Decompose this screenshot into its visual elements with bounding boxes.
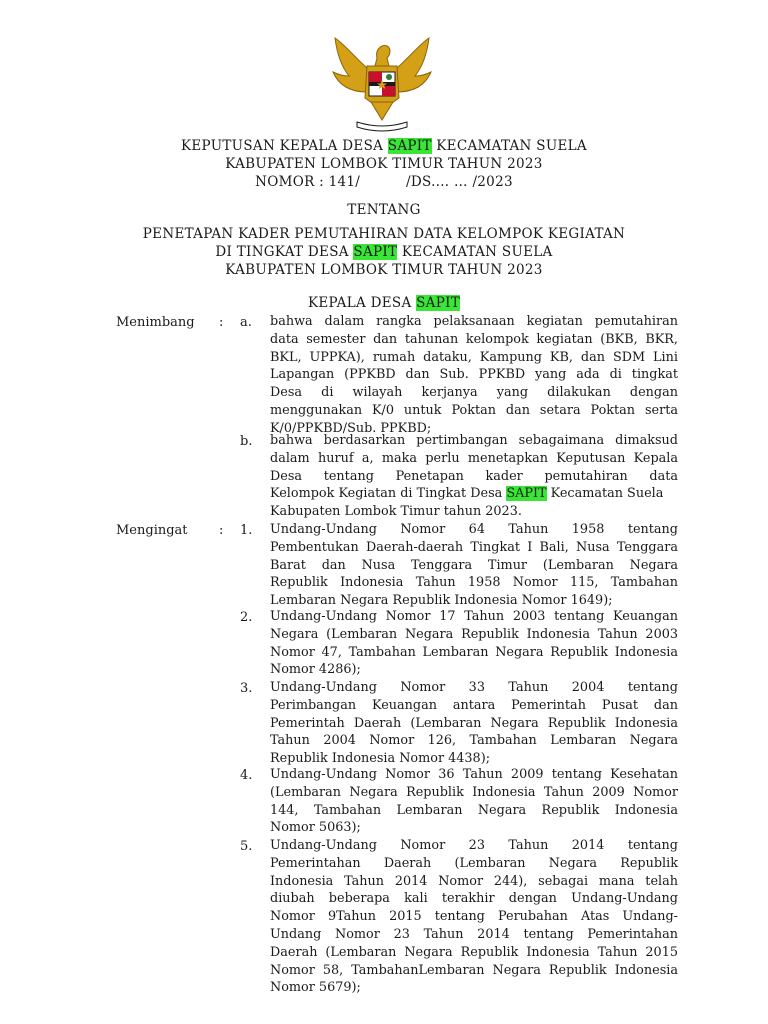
text-line: (Lembaran Negara Republik Indonesia Tahun 2009 Nomor bbox=[270, 784, 678, 800]
text-line: Undang-Undang Nomor 64 Tahun 1958 tentang bbox=[270, 522, 678, 537]
text-line: dalam huruf a, maka perlu menetapkan Keputusan Kepala bbox=[270, 450, 678, 466]
menimbang-colon: : bbox=[219, 315, 224, 330]
menimbang-item-a bbox=[270, 313, 678, 438]
text-line: Indonesia Tahun 2014 Nomor 244), sebagai mana telah bbox=[270, 873, 678, 889]
text-line: Undang Nomor 23 Tahun 2014 tentang Pemerintahan bbox=[270, 926, 678, 942]
text-line: Nomor 47, Tambahan Lembaran Negara Republik Indonesia bbox=[270, 644, 678, 660]
text-line-suffix: Kecamatan Suela bbox=[546, 486, 664, 502]
village-name-highlight: SAPIT bbox=[416, 295, 461, 311]
text-line: Pembentukan Daerah-daerah Tingkat I Bali, Nusa Tenggara bbox=[270, 539, 678, 555]
garuda-emblem-icon bbox=[327, 36, 437, 136]
text-line: Nomor 9Tahun 2015 tentang Perubahan Atas Undang- bbox=[270, 909, 678, 925]
text-line: Republik Indonesia Nomor 4438); bbox=[270, 751, 491, 767]
mengingat-item-5 bbox=[270, 837, 678, 997]
subject-line2 bbox=[0, 244, 768, 260]
official-title-prefix: KEPALA DESA bbox=[307, 295, 417, 311]
text-line: data semester dan tahunan kelompok kegiatan (BKB, BKR, bbox=[270, 331, 678, 347]
text-line: Nomor 5063); bbox=[270, 820, 361, 836]
text-line: Desa di wilayah kerjanya yang dilakukan dengan bbox=[270, 385, 678, 401]
mengingat-item-3-number: 3. bbox=[240, 681, 253, 696]
menimbang-item-a-number: a. bbox=[240, 315, 252, 330]
text-line: Nomor 5679); bbox=[270, 980, 361, 996]
text-line: Undang-Undang Nomor 33 Tahun 2004 tentang bbox=[270, 680, 678, 695]
text-line: BKL, UPPKA), rumah dataku, Kampung KB, dan SDM Lini bbox=[270, 349, 678, 365]
decree-title-line1 bbox=[0, 138, 768, 154]
subject-line3: KABUPATEN LOMBOK TIMUR TAHUN 2023 bbox=[225, 262, 543, 278]
title-prefix: KEPUTUSAN KEPALA DESA bbox=[181, 138, 388, 154]
mengingat-item-2-number: 2. bbox=[240, 610, 253, 625]
decree-title-line2: KABUPATEN LOMBOK TIMUR TAHUN 2023 bbox=[225, 156, 543, 172]
tentang-heading: TENTANG bbox=[347, 202, 421, 218]
mengingat-item-2 bbox=[270, 608, 678, 679]
text-line: Pemerintah Daerah (Lembaran Negara Republik Indonesia bbox=[270, 715, 678, 731]
text-line: Perimbangan Keuangan antara Pemerintah Pusat dan bbox=[270, 697, 678, 713]
mengingat-item-5-number: 5. bbox=[240, 839, 253, 854]
text-line: Kabupaten Lombok Timur tahun 2023. bbox=[270, 504, 522, 520]
text-line: Nomor 4286); bbox=[270, 662, 361, 678]
official-title bbox=[0, 295, 768, 311]
text-line: Nomor 58, TambahanLembaran Negara Republik Indonesia bbox=[270, 962, 678, 978]
text-line bbox=[270, 485, 678, 503]
menimbang-item-b bbox=[270, 432, 678, 521]
decree-number: NOMOR : 141/ /DS.… … /2023 bbox=[255, 174, 513, 190]
village-name-highlight: SAPIT bbox=[353, 244, 398, 260]
subject-line2-prefix: DI TINGKAT DESA bbox=[215, 244, 354, 260]
text-line: Desa tentang Penetapan kader pemutahiran data bbox=[270, 468, 678, 484]
mengingat-item-4 bbox=[270, 766, 678, 837]
village-name-highlight: SAPIT bbox=[387, 138, 432, 154]
mengingat-item-4-number: 4. bbox=[240, 768, 253, 783]
text-line: Negara (Lembaran Negara Republik Indonesia Tahun 2003 bbox=[270, 626, 678, 642]
text-line: Tahun 2004 Nomor 126, Tambahan Lembaran Negara bbox=[270, 733, 678, 749]
text-line-prefix: Kelompok Kegiatan di Tingkat Desa bbox=[270, 486, 507, 502]
text-line: Pemerintahan Daerah (Lembaran Negara Republik bbox=[270, 855, 678, 871]
text-line: 144, Tambahan Lembaran Negara Republik Indonesia bbox=[270, 802, 678, 818]
text-line: Undang-Undang Nomor 17 Tahun 2003 tentang Keuangan bbox=[270, 609, 678, 624]
text-line: Lapangan (PPKBD dan Sub. PPKBD yang ada di tingkat bbox=[270, 367, 678, 383]
text-line: Lembaran Negara Republik Indonesia Nomor 1649); bbox=[270, 593, 613, 609]
subject-line1: PENETAPAN KADER PEMUTAHIRAN DATA KELOMPOK KEGIATAN bbox=[142, 226, 626, 242]
village-name-highlight: SAPIT bbox=[506, 486, 547, 502]
subject-line2-suffix: KECAMATAN SUELA bbox=[397, 244, 553, 260]
text-line: Republik Indonesia Tahun 1958 Nomor 115, Tambahan bbox=[270, 575, 678, 591]
text-line: bahwa berdasarkan pertimbangan sebagaimana dimaksud bbox=[270, 433, 678, 448]
mengingat-item-3 bbox=[270, 679, 678, 768]
text-line: bahwa dalam rangka pelaksanaan kegiatan pemutahiran bbox=[270, 314, 678, 329]
mengingat-item-1 bbox=[270, 521, 678, 610]
text-line: diubah beberapa kali terakhir dengan Undang-Undang bbox=[270, 891, 678, 907]
text-line: Undang-Undang Nomor 36 Tahun 2009 tentang Kesehatan bbox=[270, 767, 678, 782]
title-suffix: KECAMATAN SUELA bbox=[431, 138, 587, 154]
text-line: K/0/PPKBD/Sub. PPKBD; bbox=[270, 420, 432, 436]
text-line: Daerah (Lembaran Negara Republik Indonesia Tahun 2015 bbox=[270, 944, 678, 960]
menimbang-label: Menimbang bbox=[116, 315, 195, 330]
mengingat-label: Mengingat bbox=[116, 523, 188, 538]
text-line: Barat dan Nusa Tenggara Timur (Lembaran Negara bbox=[270, 557, 678, 573]
text-line: menggunakan K/0 untuk Poktan dan setara Poktan serta bbox=[270, 402, 678, 418]
menimbang-item-b-number: b. bbox=[240, 434, 253, 449]
text-line: Undang-Undang Nomor 23 Tahun 2014 tentang bbox=[270, 838, 678, 853]
mengingat-item-1-number: 1. bbox=[240, 523, 253, 538]
mengingat-colon: : bbox=[219, 523, 224, 538]
